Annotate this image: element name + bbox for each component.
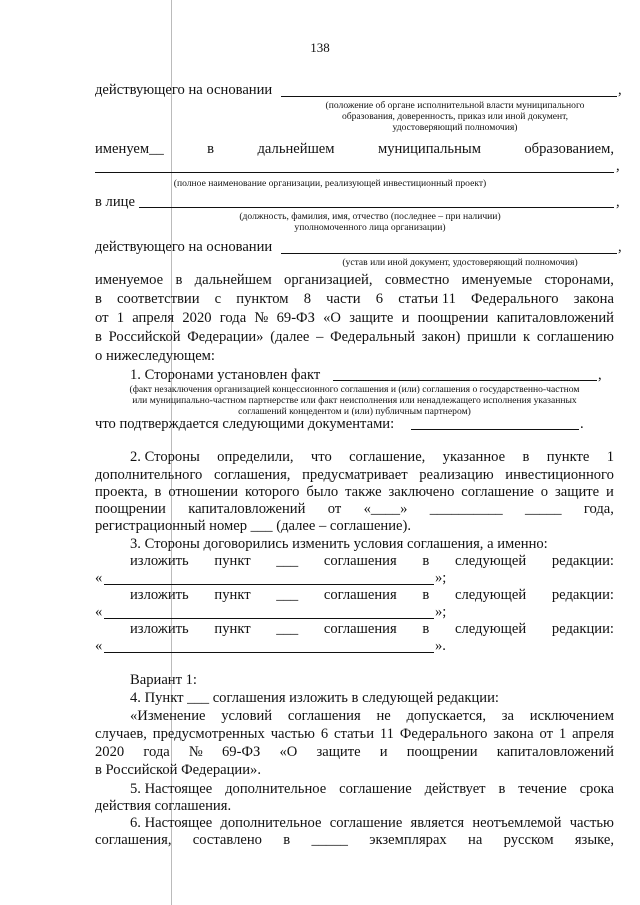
confirming-documents-label: что подтверждается следующими документами: <box>95 416 395 432</box>
preamble-line-2: в соответствии с пунктом 8 части 6 статьи 11 Федерального закона <box>95 291 614 307</box>
row-end-comma: , <box>618 239 622 255</box>
quote-open: « <box>95 570 103 586</box>
documents-blank-line[interactable] <box>411 429 579 430</box>
basis-note: (положение об органе исполнительной власти муниципального образования, доверенность, приказ или иной документ, удостоверяющий полномочия) <box>325 100 585 133</box>
fact-note: (факт незаключения организацией концессионного соглашения и (или) соглашения о государственно-частном или муниципально-частном партнерстве или факт неисполнения или ненадлежащего исполнения указанных соглашений концедентом и (или) публичным партнером) <box>129 384 580 417</box>
item-4-quote-line-1: «Изменение условий соглашения не допускается, за исключением <box>130 708 614 724</box>
organization-name-line[interactable] <box>95 172 614 173</box>
item-2-line-1: 2. Стороны определили, что соглашение, указанное в пункте 1 <box>130 449 614 465</box>
row-end-comma: , <box>598 367 602 383</box>
fact-blank-line[interactable] <box>333 380 597 381</box>
variant-label: Вариант 1: <box>130 672 197 688</box>
amendment-line-1: изложить пункт ___ соглашения в следующей редакции: <box>130 553 614 569</box>
quote-open: « <box>95 604 103 620</box>
item-4-text: 4. Пункт ___ соглашения изложить в следующей редакции: <box>130 690 499 706</box>
representative-blank-line[interactable] <box>139 207 614 208</box>
organization-name-note: (полное наименование организации, реализующей инвестиционный проект) <box>173 178 487 189</box>
item-4-quote-line-2: случаев, предусмотренных частью 6 статьи 11 Федерального закона от 1 апреля <box>95 726 614 742</box>
item-4-quote-line-4: в Российской Федерации». <box>95 762 261 778</box>
basis-label-2: действующего на основании <box>95 239 273 255</box>
item-3-text: 3. Стороны договорились изменить условия соглашения, а именно: <box>130 536 548 552</box>
preamble-line-1: именуемое в дальнейшем организацией, совместно именуемые сторонами, <box>95 272 614 288</box>
item-2-line-2: дополнительного соглашения, предусматривает реализацию инвестиционного <box>95 467 614 483</box>
preamble-line-5: о нижеследующем: <box>95 348 215 364</box>
item-6-line-1: 6. Настоящее дополнительное соглашение является неотъемлемой частью <box>130 815 614 831</box>
item-2-line-3: проекта, в отношении которого было также заключено соглашение о защите и <box>95 484 614 500</box>
preamble-line-4: в Российской Федерации» (далее – Федеральный закон) пришли к соглашению <box>95 329 614 345</box>
item-2-line-5: регистрационный номер ___ (далее – соглашение). <box>95 518 412 534</box>
referred-as-municipality-line: именуем__ в дальнейшем муниципальным образованием, <box>95 141 614 157</box>
basis-blank-line-2[interactable] <box>281 253 617 254</box>
quote-open: « <box>95 638 103 654</box>
page-number: 138 <box>310 40 330 55</box>
basis-label: действующего на основании <box>95 82 273 98</box>
item-6-line-2: соглашения, составлено в _____ экземплярах на русском языке, <box>95 832 614 848</box>
amendment-text-line-1[interactable] <box>104 584 434 585</box>
row-end-comma: , <box>618 82 622 98</box>
amendment-text-line-3[interactable] <box>104 652 434 653</box>
in-person-label: в лице <box>95 194 135 210</box>
quote-close: »; <box>435 604 447 620</box>
item-2-line-4: поощрении капиталовложений от «____» __________ _____ года, <box>95 501 614 517</box>
row-end-comma: , <box>616 194 620 210</box>
preamble-line-3: от 1 апреля 2020 года № 69-ФЗ «О защите и поощрении капиталовложений <box>95 310 614 326</box>
charter-note: (устав или иной документ, удостоверяющий полномочия) <box>342 257 578 268</box>
item-4-quote-line-3: 2020 года № 69-ФЗ «О защите и поощрении капиталовложений <box>95 744 614 760</box>
row-end-period: . <box>580 416 584 432</box>
item-1-label: 1. Сторонами установлен факт <box>130 367 321 383</box>
quote-close: »; <box>435 570 447 586</box>
quote-close: ». <box>435 638 446 654</box>
row-end-comma: , <box>616 158 620 174</box>
amendment-line-3: изложить пункт ___ соглашения в следующей редакции: <box>130 621 614 637</box>
item-5-line-2: действия соглашения. <box>95 798 232 814</box>
amendment-text-line-2[interactable] <box>104 618 434 619</box>
basis-blank-line[interactable] <box>281 96 617 97</box>
amendment-line-2: изложить пункт ___ соглашения в следующей редакции: <box>130 587 614 603</box>
item-5-line-1: 5. Настоящее дополнительное соглашение действует в течение срока <box>130 781 614 797</box>
representative-note: (должность, фамилия, имя, отчество (последнее – при наличии) уполномоченного лица организации) <box>239 211 501 233</box>
